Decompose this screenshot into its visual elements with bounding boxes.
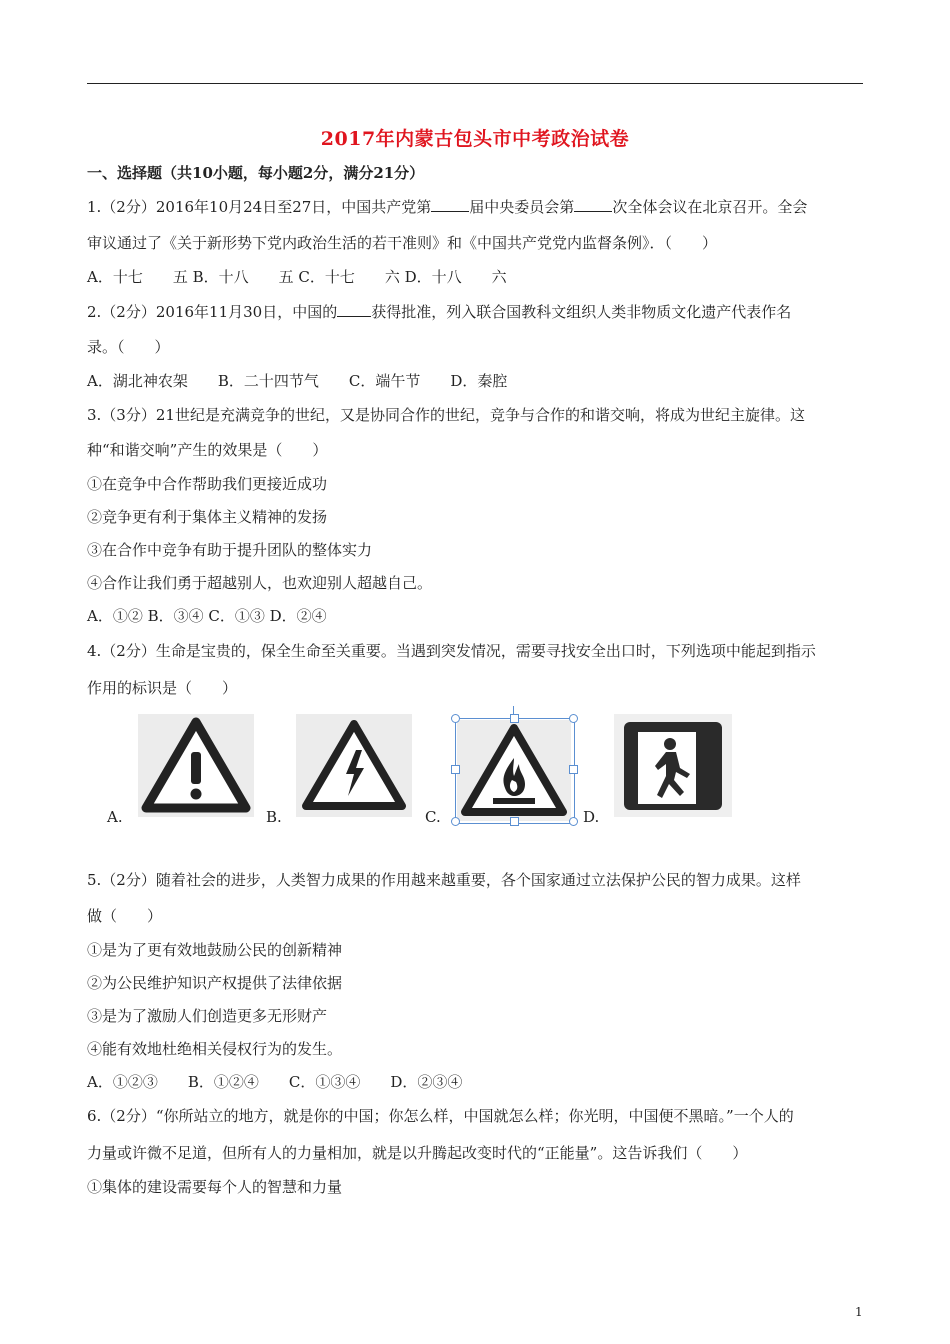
selection-frame bbox=[455, 718, 575, 824]
q5-line-2: 做（ ） bbox=[87, 907, 163, 925]
q3-item-4: ④合作让我们勇于超越别人，也欢迎别人超越自己。 bbox=[87, 574, 433, 592]
emergency-exit-icon bbox=[614, 714, 732, 817]
page-title: 2017年内蒙古包头市中考政治试卷 bbox=[320, 128, 630, 150]
resize-handle[interactable] bbox=[569, 714, 578, 723]
resize-handle[interactable] bbox=[569, 765, 578, 774]
resize-handle[interactable] bbox=[510, 714, 519, 723]
resize-handle[interactable] bbox=[510, 817, 519, 826]
section-heading: 一、选择题（共10小题，每小题2分，满分21分） bbox=[87, 164, 425, 182]
q4-option-a-label: A. bbox=[107, 808, 123, 826]
q4-option-c-label: C. bbox=[425, 808, 441, 826]
q3-item-2: ②竞争更有利于集体主义精神的发扬 bbox=[87, 508, 328, 526]
q2-blank bbox=[337, 302, 371, 317]
q2-options: A．湖北神农架 B．二十四节气 C．端午节 D．秦腔 bbox=[87, 372, 508, 390]
resize-handle[interactable] bbox=[451, 714, 460, 723]
q1-line-1: 1.（2分）2016年10月24日至27日，中国共产党第 届中央委员会第 次全体会议在北京召开。全会 bbox=[87, 198, 808, 216]
q6-line-2: 力量或许微不足道，但所有人的力量相加，就是以升腾起改变时代的“正能量”。这告诉我们（ ） bbox=[87, 1144, 748, 1162]
q1-line-2: 审议通过了《关于新形势下党内政治生活的若干准则》和《中国共产党党内监督条例》．（ ） bbox=[87, 234, 718, 252]
q1-options: A．十七 五 B．十八 五 C．十七 六 D．十八 六 bbox=[87, 268, 507, 286]
q4-line-2: 作用的标识是（ ） bbox=[87, 679, 238, 697]
electric-hazard-icon bbox=[296, 714, 412, 817]
q5-options: A．①②③ B．①②④ C．①③④ D．②③④ bbox=[87, 1073, 463, 1091]
header-rule bbox=[87, 83, 863, 84]
q5-item-1: ①是为了更有效地鼓励公民的创新精神 bbox=[87, 941, 343, 959]
page-number: 1 bbox=[855, 1305, 863, 1319]
q6-line-1: 6.（2分）“你所站立的地方，就是你的中国；你怎么样，中国就怎么样；你光明，中国便不黑暗。”一个人的 bbox=[87, 1107, 794, 1125]
q3-line-1: 3.（3分）21世纪是充满竞争的世纪，又是协同合作的世纪，竞争与合作的和谐交响，将成为世纪主旋律。这 bbox=[87, 406, 805, 424]
q3-item-1: ①在竞争中合作帮助我们更接近成功 bbox=[87, 475, 328, 493]
q4-option-b-label: B. bbox=[266, 808, 282, 826]
q3-line-2: 种“和谐交响”产生的效果是（ ） bbox=[87, 441, 328, 459]
q5-line-1: 5.（2分）随着社会的进步，人类智力成果的作用越来越重要，各个国家通过立法保护公民的智力成果。这样 bbox=[87, 871, 801, 889]
q4-option-d-label: D. bbox=[583, 808, 600, 826]
q1-blank-1 bbox=[431, 197, 469, 212]
resize-handle[interactable] bbox=[451, 765, 460, 774]
q1-blank-2 bbox=[574, 197, 612, 212]
q5-item-2: ②为公民维护知识产权提供了法律依据 bbox=[87, 974, 343, 992]
q5-item-3: ③是为了激励人们创造更多无形财产 bbox=[87, 1007, 328, 1025]
q2-line-2: 录。（ ） bbox=[87, 338, 170, 356]
q3-options: A．①② B．③④ C．①③ D．②④ bbox=[87, 607, 327, 625]
q3-item-3: ③在合作中竞争有助于提升团队的整体实力 bbox=[87, 541, 373, 559]
resize-handle[interactable] bbox=[451, 817, 460, 826]
q2-line-1: 2.（2分）2016年11月30日，中国的 获得批准，列入联合国教科文组织人类非物质文化遗产代表作名 bbox=[87, 303, 792, 321]
q4-line-1: 4.（2分）生命是宝贵的，保全生命至关重要。当遇到突发情况，需要寻找安全出口时，下列选项中能起到指示 bbox=[87, 642, 816, 660]
resize-handle[interactable] bbox=[569, 817, 578, 826]
rotate-handle[interactable] bbox=[513, 706, 514, 715]
q5-item-4: ④能有效地杜绝相关侵权行为的发生。 bbox=[87, 1040, 343, 1058]
warning-sign-icon bbox=[138, 714, 254, 817]
q6-item-1: ①集体的建设需要每个人的智慧和力量 bbox=[87, 1178, 343, 1196]
